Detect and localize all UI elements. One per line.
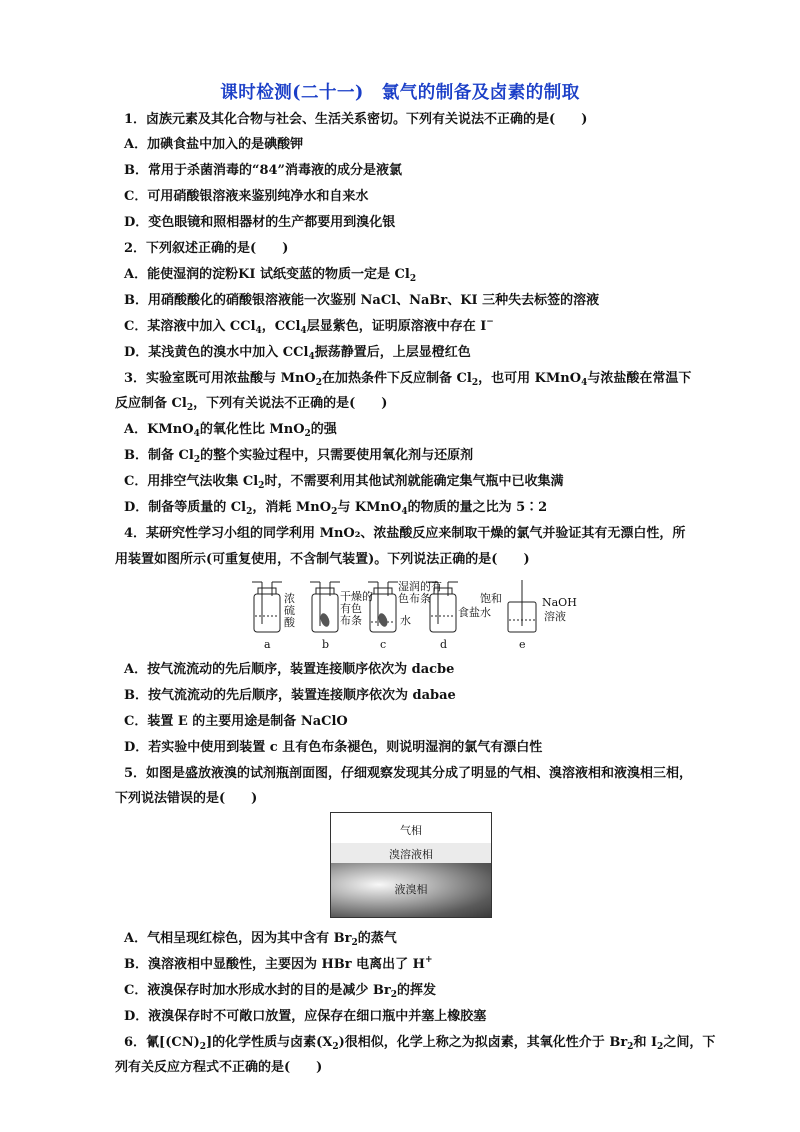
- liquid-layer-label: 液溴相: [394, 883, 428, 896]
- question-3-stem-cont: 反应制备 $Cl_2$，下列有关说法不正确的是( ): [115, 396, 388, 413]
- page-title: 课时检测(二十一) 氯气的制备及卤素的制取: [220, 83, 580, 103]
- apparatus-a-text-3: 酸: [284, 616, 295, 629]
- q1-option-c: C．可用硝酸银溶液来鉴别纯净水和自来水: [124, 189, 369, 204]
- q1-option-b: B．常用于杀菌消毒的“84”消毒液的成分是液氯: [124, 163, 403, 178]
- apparatus-b-text-3: 布条: [340, 614, 362, 627]
- apparatus-e-text-2: 溶液: [544, 610, 566, 623]
- q1-option-a: A．加碘食盐中加入的是碘酸钾: [124, 137, 304, 152]
- q2-option-d: D．某浅黄色的溴水中加入 CCl$_4$振荡静置后，上层显橙红色: [124, 345, 471, 362]
- apparatus-b-text-2: 有色: [340, 602, 362, 615]
- question-5-stem: 5．如图是盛放液溴的试剂瓶剖面图，仔细观察发现其分成了明显的气相、溴溶液相和液溴相三相，: [124, 766, 693, 781]
- q1-option-d: D．变色眼镜和照相器材的生产都要用到溴化银: [124, 215, 396, 230]
- apparatus-e: [508, 580, 536, 632]
- q3-option-b: B．制备 $Cl_2$的整个实验过程中，只需要使用氧化剂与还原剂: [124, 448, 474, 465]
- apparatus-label-c: c: [380, 638, 387, 651]
- q4-option-c: C．装置 E 的主要用途是制备 NaClO: [124, 714, 348, 729]
- q4-option-a: A．按气流流动的先后顺序，装置连接顺序依次为 dacbe: [124, 662, 455, 677]
- q5-option-a: A．气相呈现红棕色，因为其中含有 $Br_2$的蒸气: [124, 931, 397, 948]
- q2-option-b: B．用硝酸酸化的硝酸银溶液能一次鉴别 NaCl、NaBr、KI 三种失去标签的溶液: [124, 293, 600, 308]
- question-5-stem-cont: 下列说法错误的是( ): [115, 791, 258, 806]
- apparatus-b-text-1: 干燥的: [340, 590, 373, 603]
- solution-layer: [331, 843, 491, 864]
- apparatus-label-b: b: [322, 638, 330, 651]
- q2-option-c: C．某溶液中加入 CCl$_4$，CCl$_4$层显紫色，证明原溶液中存在 I−: [124, 317, 494, 336]
- apparatus-a-text-2: 硫: [284, 604, 295, 617]
- gas-layer-label: 气相: [400, 824, 422, 837]
- question-4-stem-cont: 用装置如图所示(可重复使用，不含制气装置)。下列说法正确的是( ): [115, 552, 530, 567]
- q2-option-a: A．能使湿润的淀粉KI 试纸变蓝的物质一定是 $Cl_2$: [124, 267, 417, 284]
- apparatus-label-a: a: [264, 638, 271, 651]
- apparatus-a: [252, 582, 282, 632]
- apparatus-c-text-2: 色布条: [398, 592, 431, 605]
- q3-option-c: C．用排空气法收集 $Cl_2$时，不需要利用其他试剂就能确定集气瓶中已收集满: [124, 474, 564, 491]
- solution-layer-label: 溴溶液相: [389, 848, 433, 861]
- gas-layer: [331, 813, 491, 844]
- apparatus-a-text-1: 浓: [284, 592, 295, 605]
- apparatus-d-text-1: 饱和: [480, 592, 502, 605]
- q3-option-a: A．KMnO$_4$的氧化性比 MnO$_2$的强: [124, 422, 337, 439]
- liquid-bromine-layer: [331, 863, 491, 917]
- apparatus-c-text-1: 湿润的有: [398, 580, 442, 593]
- q4-option-b: B．按气流流动的先后顺序，装置连接顺序依次为 dabae: [124, 688, 456, 703]
- apparatus-d-text-2: 食盐水: [458, 606, 491, 619]
- q3-option-d: D．制备等质量的 $Cl_2$，消耗 MnO$_2$与 KMnO$_4$的物质的量之比为 5∶2: [124, 500, 548, 517]
- question-6-stem-cont: 列有关反应方程式不正确的是( ): [115, 1060, 323, 1075]
- apparatus-c-text-3: 水: [400, 614, 411, 627]
- q5-option-d: D．液溴保存时不可敞口放置，应保存在细口瓶中并塞上橡胶塞: [124, 1009, 487, 1024]
- q5-option-b: B．溴溶液相中显酸性，主要因为 HBr 电离出了 H+: [124, 955, 433, 972]
- question-2-stem: 2．下列叙述正确的是( ): [124, 241, 289, 256]
- question-4-stem: 4．某研究性学习小组的同学利用 MnO₂、浓盐酸反应来制取干燥的氯气并验证其有无漂白性，所: [124, 526, 686, 541]
- apparatus-figure: [244, 576, 584, 654]
- q4-option-d: D．若实验中使用到装置 c 且有色布条褪色，则说明湿润的氯气有漂白性: [124, 740, 543, 755]
- apparatus-e-text-1: NaOH: [542, 596, 577, 609]
- apparatus-label-e: e: [519, 638, 526, 651]
- question-6-stem: 6．氰$[(CN)_2]$的化学性质与卤素$(X_2)$很相似，化学上称之为拟卤素，其氧化性介于 $Br_2$和 $I_2$之间，下: [124, 1035, 716, 1052]
- question-3-stem: 3．实验室既可用浓盐酸与 MnO$_2$在加热条件下反应制备 $Cl_2$，也可用 KMnO$_4$与浓盐酸在常温下: [124, 371, 692, 388]
- reagent-bottle-figure: [330, 812, 492, 918]
- q5-option-c: C．液溴保存时加水形成水封的目的是减少 $Br_2$的挥发: [124, 983, 436, 1000]
- question-1-stem: 1．卤族元素及其化合物与社会、生活关系密切。下列有关说法不正确的是( ): [124, 112, 588, 127]
- apparatus-label-d: d: [440, 638, 448, 651]
